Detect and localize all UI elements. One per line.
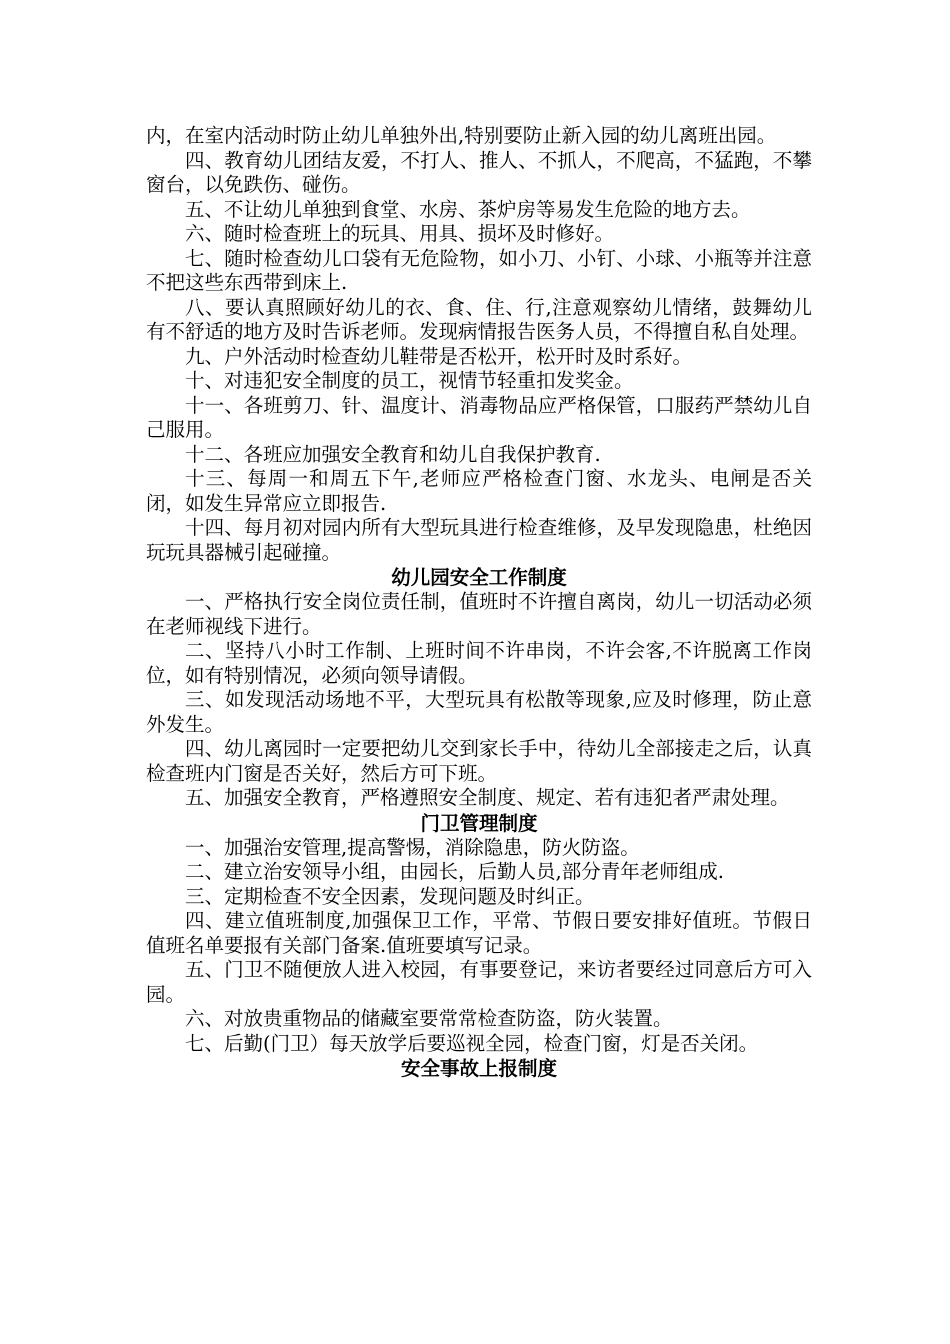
rule-item: 九、户外活动时检查幼儿鞋带是否松开，松开时及时系好。 <box>185 344 693 368</box>
rule-item: 八、要认真照顾好幼儿的衣、食、住、行,注意观察幼儿情绪，鼓舞幼儿有不舒适的地方及时告诉老师。发现病情报告医务人员，不得擅自私自处理。 <box>146 295 812 343</box>
section-heading-kindergarten-safety: 幼儿园安全工作制度 <box>391 566 567 589</box>
rule-item: 十三、每周一和周五下午,老师应严格检查门窗、水龙头、电闸是否关闭，如发生异常应立即报告. <box>146 467 812 515</box>
rule-item: 二、建立治安领导小组，由园长，后勤人员,部分青年老师组成. <box>185 860 724 883</box>
rule-item: 二、坚持八小时工作制、上班时间不许串岗，不许会客,不许脱离工作岗位，如有特别情况，必须向领导请假。 <box>146 639 812 687</box>
continuation-paragraph: 内，在室内活动时防止幼儿单独外出,特别要防止新入园的幼儿离班出园。 <box>146 124 777 147</box>
section-heading-accident-report: 安全事故上报制度 <box>400 1057 557 1080</box>
rule-item: 五、加强安全教育，严格遵照安全制度、规定、若有违犯者严肃处理。 <box>185 786 790 809</box>
rule-item: 一、严格执行安全岗位责任制，值班时不许擅自离岗，幼儿一切活动必须在老师视线下进行。 <box>146 590 812 638</box>
rule-item: 五、不让幼儿单独到食堂、水房、茶炉房等易发生危险的地方去。 <box>185 197 751 221</box>
rule-item: 十四、每月初对园内所有大型玩具进行检查维修，及早发现隐患，杜绝因玩玩具器械引起碰撞。 <box>146 516 812 564</box>
rule-item: 七、随时检查幼儿口袋有无危险物，如小刀、小钉、小球、小瓶等并注意不把这些东西带到床上. <box>146 246 812 294</box>
rule-item: 七、后勤(门卫）每天放学后要巡视全园，检查门窗，灯是否关闭。 <box>185 1031 759 1055</box>
rule-item: 五、门卫不随便放人进入校园，有事要登记，来访者要经过同意后方可入园。 <box>146 958 812 1006</box>
rule-item: 十二、各班应加强安全教育和幼儿自我保护教育. <box>185 442 601 466</box>
rule-item: 六、对放贵重物品的储藏室要常常检查防盗，防火装置。 <box>185 1007 673 1030</box>
rule-item: 四、建立值班制度,加强保卫工作，平常、节假日要安排好值班。节假日值班名单要报有关部门备案.值班要填写记录。 <box>146 909 812 957</box>
rule-item: 十一、各班剪刀、针、温度计、消毒物品应严格保管，口服药严禁幼儿自己服用。 <box>146 393 812 441</box>
document-page <box>146 124 812 1081</box>
rule-item: 四、教育幼儿团结友爱，不打人、推人、不抓人，不爬高，不猛跑，不攀窗台，以免跌伤、碰伤。 <box>146 148 812 196</box>
rule-item: 一、加强治安管理,提高警惕，消除隐患，防火防盗。 <box>185 835 640 859</box>
rule-item: 四、幼儿离园时一定要把幼儿交到家长手中，待幼儿全部接走之后，认真检查班内门窗是否关好，然后方可下班。 <box>146 737 812 785</box>
rule-item: 十、对违犯安全制度的员工，视情节轻重扣发奖金。 <box>185 369 634 392</box>
rule-item: 六、随时检查班上的玩具、用具、损坏及时修好。 <box>185 222 615 245</box>
rule-item: 三、定期检查不安全因素，发现问题及时纠正。 <box>185 884 595 908</box>
rule-item: 三、如发现活动场地不平，大型玩具有松散等现象,应及时修理，防止意外发生。 <box>146 688 812 736</box>
section-heading-gatekeeper: 门卫管理制度 <box>420 811 538 835</box>
